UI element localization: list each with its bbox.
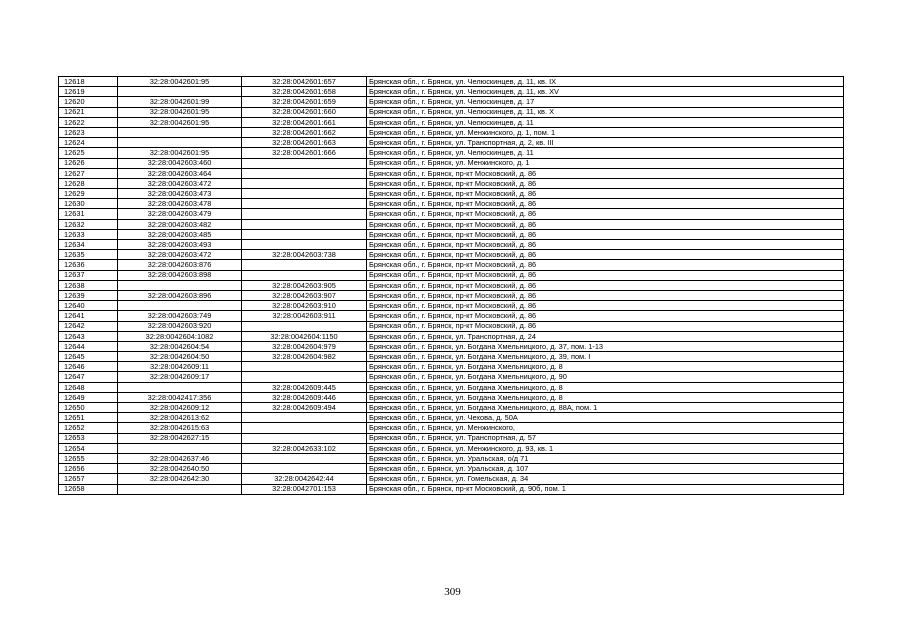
cadastral-number-cell: 32:28:0042601:95 — [118, 117, 242, 127]
cadastral-number-cell: 32:28:0042615:63 — [118, 423, 242, 433]
table-row — [59, 260, 844, 270]
row-number-cell: 12654 — [59, 443, 118, 453]
cadastral-number-cell — [118, 280, 242, 290]
address-cell: Брянская обл., г. Брянск, ул. Челюскинцев, д. 11 — [367, 148, 844, 158]
cadastral-number-cell — [118, 138, 242, 148]
object-cadastral-number-cell — [242, 413, 367, 423]
address-cell: Брянская обл., г. Брянск, ул. Менжинского, д. 1 — [367, 158, 844, 168]
cadastral-number-cell: 32:28:0042603:482 — [118, 219, 242, 229]
address-cell: Брянская обл., г. Брянск, пр-кт Московский, д. 86 — [367, 199, 844, 209]
address-cell: Брянская обл., г. Брянск, пр-кт Московский, д. 86 — [367, 270, 844, 280]
table-row — [59, 352, 844, 362]
object-cadastral-number-cell — [242, 362, 367, 372]
object-cadastral-number-cell — [242, 260, 367, 270]
row-number-cell: 12653 — [59, 433, 118, 443]
row-number-cell: 12623 — [59, 127, 118, 137]
object-cadastral-number-cell — [242, 199, 367, 209]
row-number-cell: 12657 — [59, 474, 118, 484]
address-cell: Брянская обл., г. Брянск, ул. Челюскинцев, д. 11, кв. XV — [367, 87, 844, 97]
row-number-cell: 12635 — [59, 250, 118, 260]
object-cadastral-number-cell — [242, 209, 367, 219]
row-number-cell: 12619 — [59, 87, 118, 97]
cadastral-number-cell: 32:28:0042601:95 — [118, 107, 242, 117]
address-cell: Брянская обл., г. Брянск, ул. Богдана Хмельницкого, д. 39, пом. I — [367, 352, 844, 362]
object-cadastral-number-cell: 32:28:0042603:910 — [242, 301, 367, 311]
object-cadastral-number-cell: 32:28:0042609:445 — [242, 382, 367, 392]
row-number-cell: 12655 — [59, 453, 118, 463]
address-cell: Брянская обл., г. Брянск, ул. Менжинского, д. 1, пом. 1 — [367, 127, 844, 137]
table-row — [59, 97, 844, 107]
address-cell: Брянская обл., г. Брянск, ул. Уральская, д. 107 — [367, 464, 844, 474]
address-cell: Брянская обл., г. Брянск, пр-кт Московский, д. 86 — [367, 321, 844, 331]
cadastral-number-cell: 32:28:0042603:473 — [118, 189, 242, 199]
row-number-cell: 12638 — [59, 280, 118, 290]
cadastral-number-cell: 32:28:0042627:15 — [118, 433, 242, 443]
address-cell: Брянская обл., г. Брянск, пр-кт Московский, д. 90б, пом. 1 — [367, 484, 844, 494]
object-cadastral-number-cell — [242, 433, 367, 443]
object-cadastral-number-cell — [242, 270, 367, 280]
table-row — [59, 433, 844, 443]
table-row — [59, 290, 844, 300]
row-number-cell: 12643 — [59, 331, 118, 341]
row-number-cell: 12650 — [59, 403, 118, 413]
registry-body — [59, 77, 844, 495]
row-number-cell: 12627 — [59, 168, 118, 178]
address-cell: Брянская обл., г. Брянск, ул. Богдана Хмельницкого, д. 88А, пом. 1 — [367, 403, 844, 413]
row-number-cell: 12647 — [59, 372, 118, 382]
table-row — [59, 229, 844, 239]
object-cadastral-number-cell: 32:28:0042642:44 — [242, 474, 367, 484]
table-row — [59, 382, 844, 392]
object-cadastral-number-cell: 32:28:0042604:1150 — [242, 331, 367, 341]
cadastral-number-cell: 32:28:0042603:749 — [118, 311, 242, 321]
row-number-cell: 12646 — [59, 362, 118, 372]
cadastral-number-cell: 32:28:0042603:472 — [118, 250, 242, 260]
table-row — [59, 168, 844, 178]
table-row — [59, 280, 844, 290]
address-cell: Брянская обл., г. Брянск, ул. Транспортная, д. 2, кв. III — [367, 138, 844, 148]
row-number-cell: 12641 — [59, 311, 118, 321]
object-cadastral-number-cell: 32:28:0042701:153 — [242, 484, 367, 494]
address-cell: Брянская обл., г. Брянск, пр-кт Московский, д. 86 — [367, 311, 844, 321]
table-row — [59, 127, 844, 137]
address-cell: Брянская обл., г. Брянск, пр-кт Московский, д. 86 — [367, 209, 844, 219]
address-cell: Брянская обл., г. Брянск, пр-кт Московский, д. 86 — [367, 290, 844, 300]
cadastral-number-cell — [118, 301, 242, 311]
table-row — [59, 138, 844, 148]
cadastral-number-cell: 32:28:0042640:50 — [118, 464, 242, 474]
cadastral-number-cell: 32:28:0042603:479 — [118, 209, 242, 219]
cadastral-number-cell: 32:28:0042601:95 — [118, 77, 242, 87]
cadastral-number-cell: 32:28:0042603:485 — [118, 229, 242, 239]
row-number-cell: 12628 — [59, 178, 118, 188]
row-number-cell: 12637 — [59, 270, 118, 280]
cadastral-number-cell: 32:28:0042603:896 — [118, 290, 242, 300]
object-cadastral-number-cell — [242, 240, 367, 250]
address-cell: Брянская обл., г. Брянск, ул. Челюскинцев, д. 11 — [367, 117, 844, 127]
object-cadastral-number-cell — [242, 423, 367, 433]
object-cadastral-number-cell: 32:28:0042601:662 — [242, 127, 367, 137]
table-row — [59, 474, 844, 484]
row-number-cell: 12652 — [59, 423, 118, 433]
row-number-cell: 12634 — [59, 240, 118, 250]
table-row — [59, 189, 844, 199]
table-row — [59, 301, 844, 311]
object-cadastral-number-cell: 32:28:0042603:905 — [242, 280, 367, 290]
address-cell: Брянская обл., г. Брянск, ул. Богдана Хмельницкого, д. 90 — [367, 372, 844, 382]
address-cell: Брянская обл., г. Брянск, пр-кт Московский, д. 86 — [367, 301, 844, 311]
row-number-cell: 12624 — [59, 138, 118, 148]
table-row — [59, 341, 844, 351]
object-cadastral-number-cell: 32:28:0042633:102 — [242, 443, 367, 453]
row-number-cell: 12618 — [59, 77, 118, 87]
cadastral-number-cell — [118, 382, 242, 392]
cadastral-number-cell: 32:28:0042609:12 — [118, 403, 242, 413]
object-cadastral-number-cell — [242, 189, 367, 199]
address-cell: Брянская обл., г. Брянск, пр-кт Московский, д. 86 — [367, 280, 844, 290]
address-cell: Брянская обл., г. Брянск, пр-кт Московский, д. 86 — [367, 240, 844, 250]
table-row — [59, 321, 844, 331]
cadastral-number-cell: 32:28:0042642:30 — [118, 474, 242, 484]
table-row — [59, 392, 844, 402]
row-number-cell: 12636 — [59, 260, 118, 270]
object-cadastral-number-cell: 32:28:0042601:666 — [242, 148, 367, 158]
table-row — [59, 219, 844, 229]
table-row — [59, 250, 844, 260]
table-row — [59, 484, 844, 494]
registry-table — [58, 76, 844, 495]
table-row — [59, 362, 844, 372]
cadastral-number-cell — [118, 484, 242, 494]
cadastral-number-cell: 32:28:0042609:11 — [118, 362, 242, 372]
object-cadastral-number-cell — [242, 168, 367, 178]
address-cell: Брянская обл., г. Брянск, ул. Гомельская, д. 34 — [367, 474, 844, 484]
page-number: 309 — [444, 586, 461, 598]
table-row — [59, 464, 844, 474]
cadastral-number-cell: 32:28:0042603:876 — [118, 260, 242, 270]
table-row — [59, 403, 844, 413]
cadastral-number-cell — [118, 127, 242, 137]
cadastral-number-cell: 32:28:0042603:898 — [118, 270, 242, 280]
object-cadastral-number-cell: 32:28:0042601:663 — [242, 138, 367, 148]
cadastral-number-cell: 32:28:0042613:62 — [118, 413, 242, 423]
table-row — [59, 311, 844, 321]
row-number-cell: 12651 — [59, 413, 118, 423]
row-number-cell: 12622 — [59, 117, 118, 127]
cadastral-number-cell: 32:28:0042609:17 — [118, 372, 242, 382]
cadastral-number-cell — [118, 87, 242, 97]
cadastral-number-cell: 32:28:0042637:46 — [118, 453, 242, 463]
object-cadastral-number-cell: 32:28:0042604:979 — [242, 341, 367, 351]
cadastral-number-cell: 32:28:0042603:472 — [118, 178, 242, 188]
address-cell: Брянская обл., г. Брянск, пр-кт Московский, д. 86 — [367, 178, 844, 188]
row-number-cell: 12642 — [59, 321, 118, 331]
table-row — [59, 270, 844, 280]
row-number-cell: 12631 — [59, 209, 118, 219]
row-number-cell: 12639 — [59, 290, 118, 300]
object-cadastral-number-cell — [242, 158, 367, 168]
row-number-cell: 12645 — [59, 352, 118, 362]
cadastral-number-cell: 32:28:0042417:356 — [118, 392, 242, 402]
row-number-cell: 12625 — [59, 148, 118, 158]
row-number-cell: 12648 — [59, 382, 118, 392]
row-number-cell: 12621 — [59, 107, 118, 117]
address-cell: Брянская обл., г. Брянск, ул. Уральская, о/д 71 — [367, 453, 844, 463]
table-row — [59, 199, 844, 209]
object-cadastral-number-cell: 32:28:0042603:911 — [242, 311, 367, 321]
cadastral-number-cell: 32:28:0042604:50 — [118, 352, 242, 362]
row-number-cell: 12632 — [59, 219, 118, 229]
table-row — [59, 443, 844, 453]
cadastral-number-cell: 32:28:0042601:95 — [118, 148, 242, 158]
object-cadastral-number-cell: 32:28:0042603:907 — [242, 290, 367, 300]
row-number-cell: 12633 — [59, 229, 118, 239]
object-cadastral-number-cell — [242, 453, 367, 463]
row-number-cell: 12649 — [59, 392, 118, 402]
table-row — [59, 77, 844, 87]
row-number-cell: 12656 — [59, 464, 118, 474]
table-row — [59, 178, 844, 188]
address-cell: Брянская обл., г. Брянск, ул. Богдана Хмельницкого, д. 8 — [367, 392, 844, 402]
object-cadastral-number-cell: 32:28:0042603:738 — [242, 250, 367, 260]
address-cell: Брянская обл., г. Брянск, пр-кт Московский, д. 86 — [367, 219, 844, 229]
address-cell: Брянская обл., г. Брянск, ул. Челюскинцев, д. 11, кв. IX — [367, 77, 844, 87]
row-number-cell: 12630 — [59, 199, 118, 209]
address-cell: Брянская обл., г. Брянск, пр-кт Московский, д. 86 — [367, 250, 844, 260]
object-cadastral-number-cell: 32:28:0042604:982 — [242, 352, 367, 362]
table-row — [59, 240, 844, 250]
table-row — [59, 453, 844, 463]
object-cadastral-number-cell: 32:28:0042601:658 — [242, 87, 367, 97]
table-row — [59, 423, 844, 433]
cadastral-number-cell: 32:28:0042603:464 — [118, 168, 242, 178]
table-row — [59, 117, 844, 127]
address-cell: Брянская обл., г. Брянск, ул. Транспортная, д. 24 — [367, 331, 844, 341]
address-cell: Брянская обл., г. Брянск, ул. Чехова, д. 50А — [367, 413, 844, 423]
row-number-cell: 12620 — [59, 97, 118, 107]
cadastral-number-cell: 32:28:0042603:478 — [118, 199, 242, 209]
object-cadastral-number-cell: 32:28:0042601:657 — [242, 77, 367, 87]
row-number-cell: 12644 — [59, 341, 118, 351]
table-row — [59, 107, 844, 117]
address-cell: Брянская обл., г. Брянск, пр-кт Московский, д. 86 — [367, 189, 844, 199]
cadastral-number-cell: 32:28:0042601:99 — [118, 97, 242, 107]
row-number-cell: 12658 — [59, 484, 118, 494]
row-number-cell: 12640 — [59, 301, 118, 311]
cadastral-number-cell — [118, 443, 242, 453]
address-cell: Брянская обл., г. Брянск, ул. Менжинского, — [367, 423, 844, 433]
address-cell: Брянская обл., г. Брянск, ул. Челюскинцев, д. 11, кв. X — [367, 107, 844, 117]
table-row — [59, 87, 844, 97]
object-cadastral-number-cell — [242, 372, 367, 382]
table-row — [59, 413, 844, 423]
address-cell: Брянская обл., г. Брянск, ул. Транспортная, д. 57 — [367, 433, 844, 443]
address-cell: Брянская обл., г. Брянск, пр-кт Московский, д. 86 — [367, 260, 844, 270]
address-cell: Брянская обл., г. Брянск, ул. Менжинского, д. 93, кв. 1 — [367, 443, 844, 453]
cadastral-number-cell: 32:28:0042603:920 — [118, 321, 242, 331]
table-row — [59, 209, 844, 219]
address-cell: Брянская обл., г. Брянск, ул. Богдана Хмельницкого, д. 8 — [367, 362, 844, 372]
table-row — [59, 148, 844, 158]
row-number-cell: 12629 — [59, 189, 118, 199]
table-row — [59, 331, 844, 341]
address-cell: Брянская обл., г. Брянск, пр-кт Московский, д. 86 — [367, 229, 844, 239]
object-cadastral-number-cell: 32:28:0042601:660 — [242, 107, 367, 117]
object-cadastral-number-cell — [242, 178, 367, 188]
cadastral-number-cell: 32:28:0042604:1082 — [118, 331, 242, 341]
object-cadastral-number-cell — [242, 321, 367, 331]
object-cadastral-number-cell — [242, 219, 367, 229]
object-cadastral-number-cell: 32:28:0042609:446 — [242, 392, 367, 402]
row-number-cell: 12626 — [59, 158, 118, 168]
object-cadastral-number-cell — [242, 229, 367, 239]
object-cadastral-number-cell — [242, 464, 367, 474]
cadastral-number-cell: 32:28:0042603:460 — [118, 158, 242, 168]
address-cell: Брянская обл., г. Брянск, ул. Богдана Хмельницкого, д. 37, пом. 1-13 — [367, 341, 844, 351]
address-cell: Брянская обл., г. Брянск, ул. Богдана Хмельницкого, д. 8 — [367, 382, 844, 392]
object-cadastral-number-cell: 32:28:0042609:494 — [242, 403, 367, 413]
address-cell: Брянская обл., г. Брянск, пр-кт Московский, д. 86 — [367, 168, 844, 178]
object-cadastral-number-cell: 32:28:0042601:661 — [242, 117, 367, 127]
cadastral-number-cell: 32:28:0042604:54 — [118, 341, 242, 351]
cadastral-number-cell: 32:28:0042603:493 — [118, 240, 242, 250]
object-cadastral-number-cell: 32:28:0042601:659 — [242, 97, 367, 107]
address-cell: Брянская обл., г. Брянск, ул. Челюскинцев, д. 17 — [367, 97, 844, 107]
table-row — [59, 372, 844, 382]
table-row — [59, 158, 844, 168]
